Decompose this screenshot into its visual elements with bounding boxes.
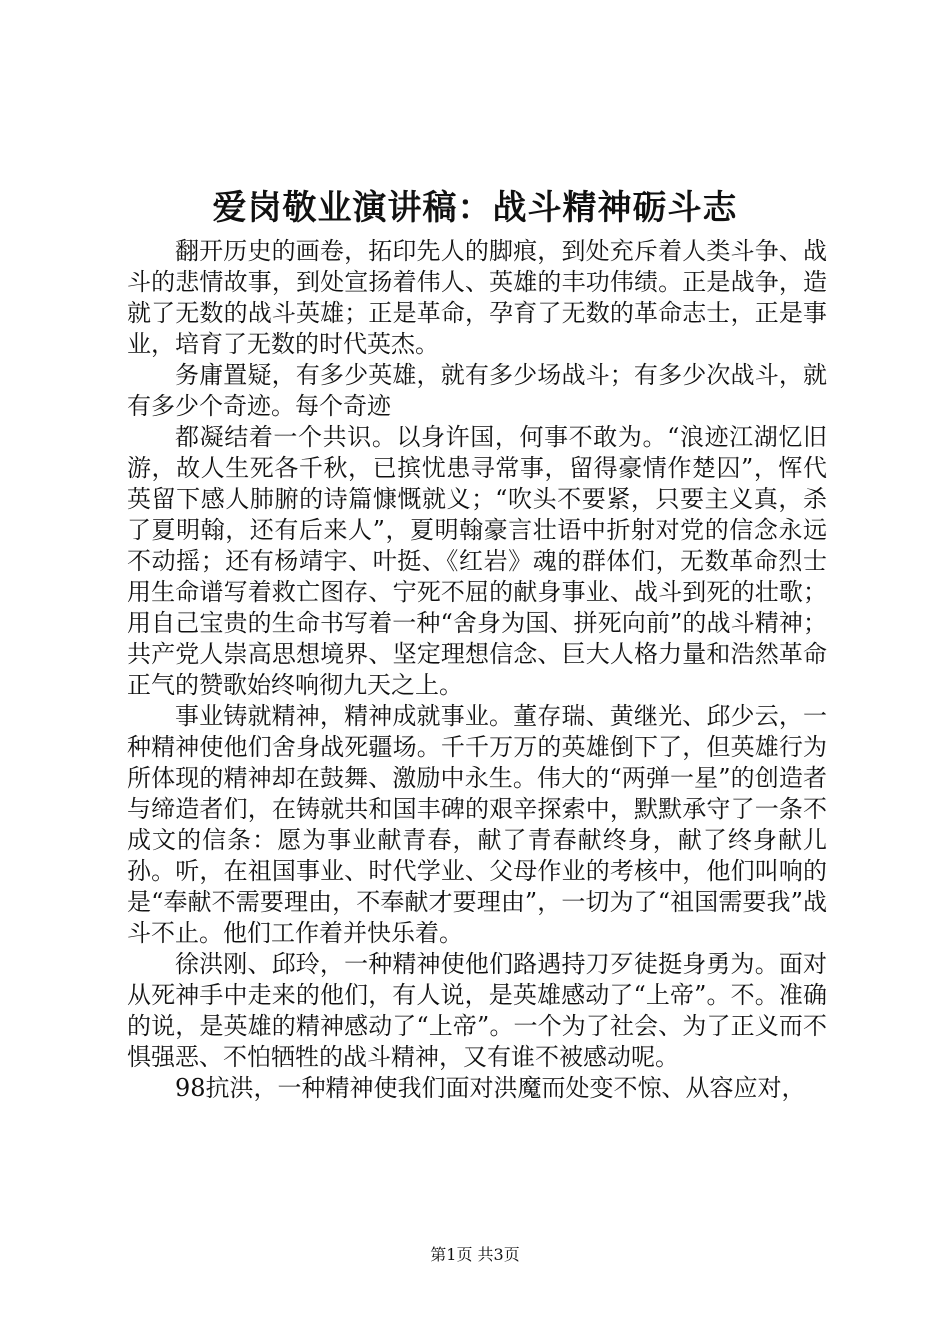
document-body — [127, 236, 827, 1104]
paragraph: 徐洪刚、邱玲，一种精神使他们路遇持刀歹徒挺身勇为。面对从死神手中走来的他们，有人说，是英雄感动了“上帝”。不。准确的说，是英雄的精神感动了“上帝”。一个为了社会、为了正义而不惧强恶、不怕牺牲的战斗精神，又有谁不被感动呢。 — [127, 950, 827, 1071]
paragraph: 98抗洪，一种精神使我们面对洪魔而处变不惊、从容应对， — [175, 1074, 806, 1102]
document-title: 爱岗敬业演讲稿：战斗精神砺斗志 — [212, 188, 738, 228]
page-number: 第1页 共3页 — [430, 1245, 520, 1264]
page-footer — [0, 1244, 950, 1266]
paragraph: 翻开历史的画卷，拓印先人的脚痕，到处充斥着人类斗争、战斗的悲情故事，到处宣扬着伟人、英雄的丰功伟绩。正是战争，造就了无数的战斗英雄；正是革命，孕育了无数的革命志士，正是事业，培育了无数的时代英杰。 — [127, 237, 827, 358]
paragraph: 都凝结着一个共识。以身许国，何事不敢为。“浪迹江湖忆旧游，故人生死各千秋，已摈忧患寻常事，留得豪情作楚囚”，恽代英留下感人肺腑的诗篇慷慨就义；“吹头不要紧，只要主义真，杀了夏明翰，还有后来人”，夏明翰豪言壮语中折射对党的信念永远不动摇；还有杨靖宇、叶挺、《红岩》魂的群体们，无数革命烈士用生命谱写着救亡图存、宁死不屈的献身事业、战斗到死的壮歌；用自己宝贵的生命书写着一种“舍身为国、拼死向前”的战斗精神；共产党人崇高思想境界、坚定理想信念、巨大人格力量和浩然革命正气的赞歌始终响彻九天之上。 — [127, 423, 827, 699]
paragraph: 务庸置疑，有多少英雄，就有多少场战斗；有多少次战斗，就有多少个奇迹。每个奇迹 — [127, 361, 827, 420]
paragraph: 事业铸就精神，精神成就事业。董存瑞、黄继光、邱少云，一种精神使他们舍身战死疆场。千千万万的英雄倒下了，但英雄行为所体现的精神却在鼓舞、激励中永生。伟大的“两弹一星”的创造者与缔造者们，在铸就共和国丰碑的艰辛探索中，默默承守了一条不成文的信条：愿为事业献青春，献了青春献终身，献了终身献儿孙。听，在祖国事业、时代学业、父母作业的考核中，他们叫响的是“奉献不需要理由，不奉献才要理由”，一切为了“祖国需要我”战斗不止。他们工作着并快乐着。 — [127, 702, 827, 947]
